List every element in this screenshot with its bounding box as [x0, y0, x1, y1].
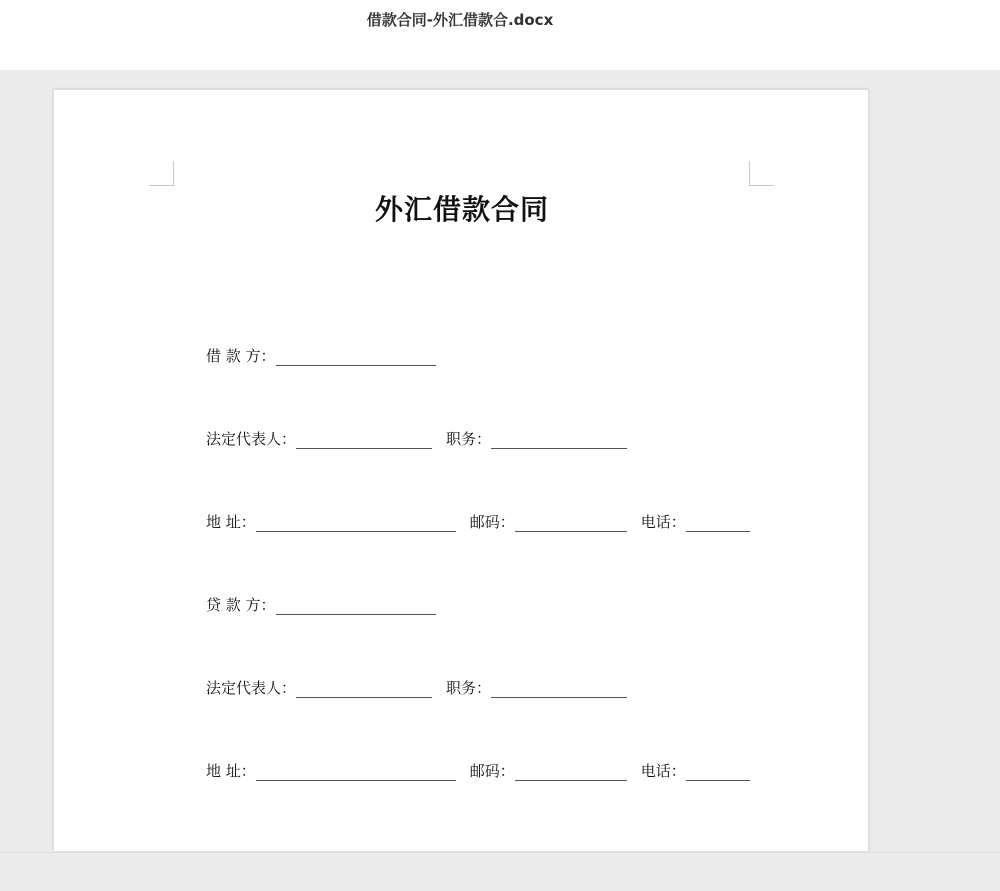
borrower-postcode-blank[interactable] — [515, 515, 627, 532]
lender-addr-label: 地 址： — [206, 762, 256, 780]
borrower-position-label: 职务： — [446, 430, 492, 448]
lender-position-blank[interactable] — [491, 681, 627, 698]
lender-addr-blank[interactable] — [256, 764, 456, 781]
borrower-postcode-label: 邮码： — [469, 513, 515, 531]
lender-phone-label: 电话： — [640, 762, 686, 780]
lender-rep-line — [206, 677, 631, 698]
borrower-blank[interactable] — [276, 349, 436, 366]
lender-postcode-blank[interactable] — [515, 764, 627, 781]
lender-addr-line — [206, 760, 754, 781]
lender-line — [206, 594, 440, 615]
borrower-addr-blank[interactable] — [256, 515, 456, 532]
lender-rep-blank[interactable] — [296, 681, 432, 698]
borrower-addr-label: 地 址： — [206, 513, 256, 531]
margin-corner-right — [749, 161, 774, 186]
borrower-position-blank[interactable] — [491, 432, 627, 449]
borrower-label: 借 款 方： — [206, 347, 276, 365]
borrower-rep-label: 法定代表人： — [206, 430, 297, 448]
document-title: 外汇借款合同 — [374, 193, 549, 226]
document-page[interactable] — [53, 89, 869, 852]
lender-postcode-label: 邮码： — [469, 762, 515, 780]
lender-blank[interactable] — [276, 598, 436, 615]
borrower-rep-blank[interactable] — [296, 432, 432, 449]
borrower-addr-line — [206, 511, 754, 532]
borrower-phone-label: 电话： — [640, 513, 686, 531]
bottom-bar — [0, 852, 1000, 891]
lender-position-label: 职务： — [446, 679, 492, 697]
margin-corner-left — [149, 161, 174, 186]
borrower-phone-blank[interactable] — [686, 515, 750, 532]
top-bar — [0, 0, 1000, 70]
lender-label: 贷 款 方： — [206, 596, 276, 614]
lender-phone-blank[interactable] — [686, 764, 750, 781]
file-title: 借款合同-外汇借款合.docx — [366, 11, 554, 29]
borrower-rep-line — [206, 428, 631, 449]
lender-rep-label: 法定代表人： — [206, 679, 297, 697]
borrower-line — [206, 345, 440, 366]
